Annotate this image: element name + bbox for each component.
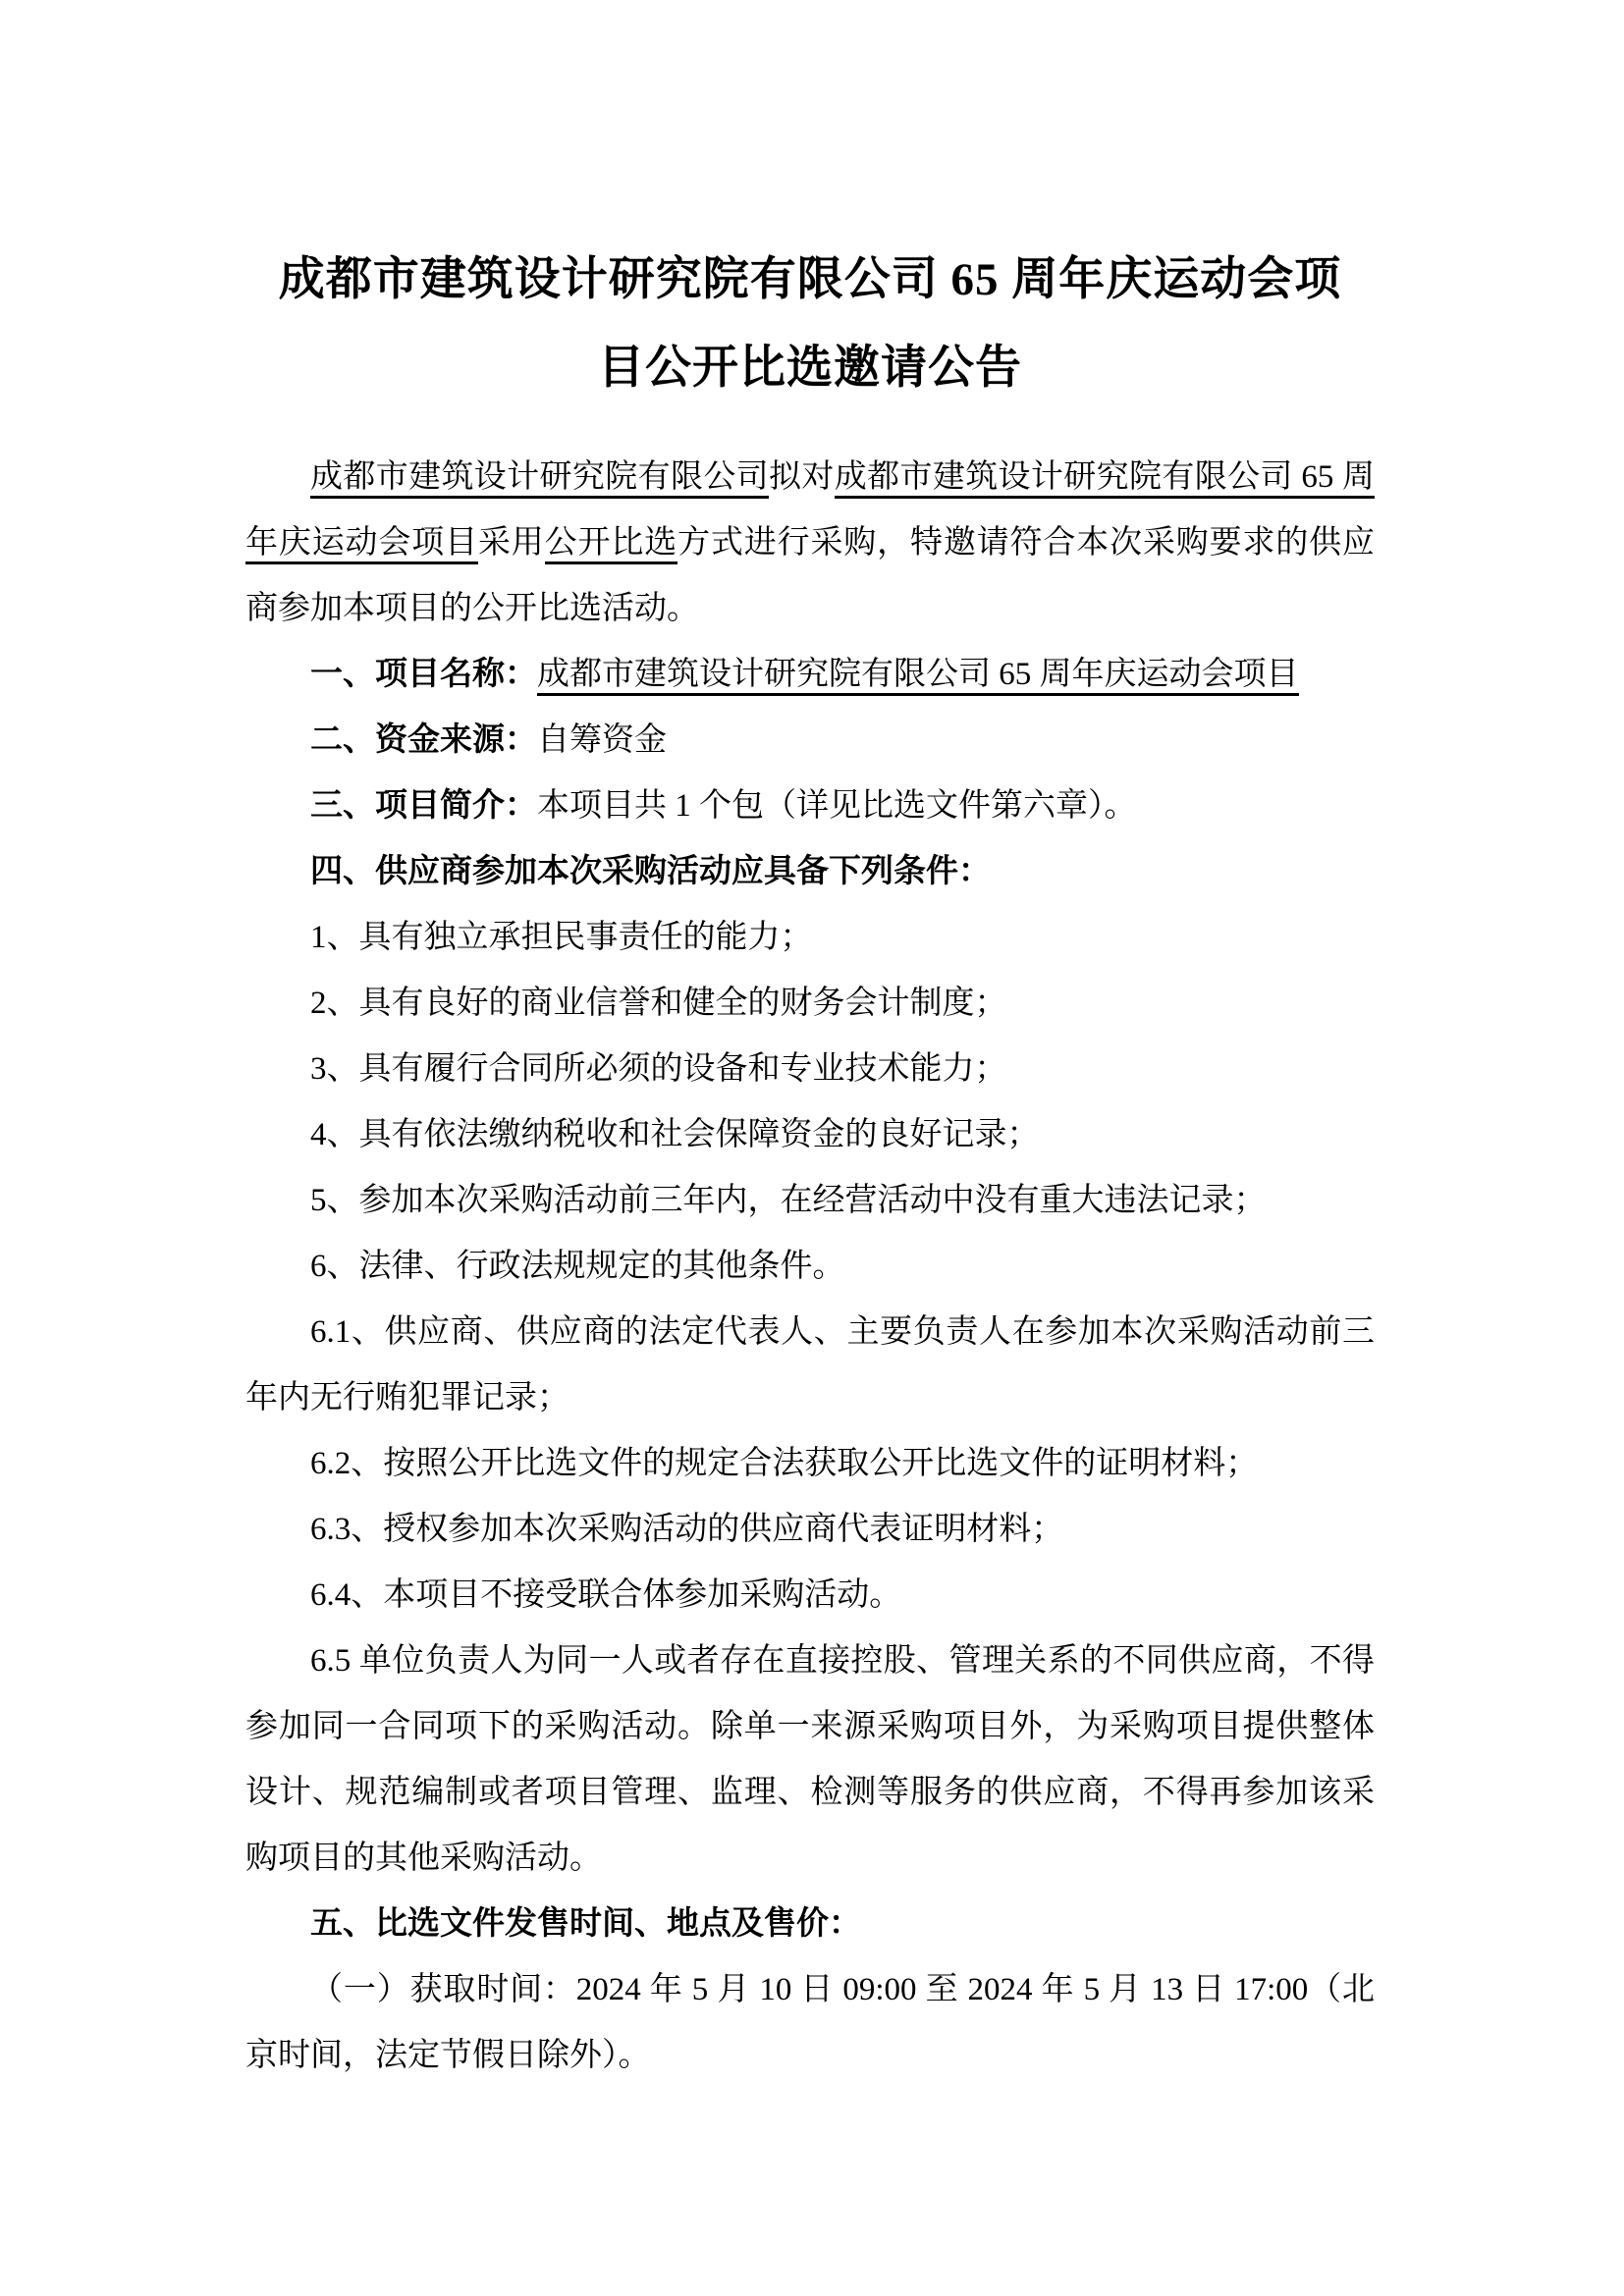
intro-paragraph xyxy=(245,445,1375,642)
document-title-line-1: 成都市建筑设计研究院有限公司 65 周年庆运动会项 xyxy=(278,254,1342,305)
condition-item-6: 6、法律、行政法规规定的其他条件。 xyxy=(310,1249,845,1284)
section-supplier-conditions-heading: 四、供应商参加本次采购活动应具备下列条件： xyxy=(310,854,991,889)
section-sale-info-heading: 五、比选文件发售时间、地点及售价： xyxy=(310,1906,861,1942)
intro-project-name: 成都市建筑设计研究院有限公司 65 周年庆运动会项目 xyxy=(245,459,1375,564)
intro-tail-text: 方式进行采购，特邀请符合本次采购要求的供应商参加本项目的公开比选活动。 xyxy=(245,525,1376,626)
document-title-line-2: 目公开比选邀请公告 xyxy=(598,343,1022,394)
condition-item-5: 5、参加本次采购活动前三年内，在经营活动中没有重大违法记录； xyxy=(310,1183,1267,1218)
condition-item-6-5: 6.5 单位负责人为同一人或者存在直接控股、管理关系的不同供应商，不得参加同一合同项下的采购活动。除单一来源采购项目外，为采购项目提供整体设计、规范编制或者项目管理、监理、检测等服务的供应商，不得再参加该采购项目的其他采购活动。 xyxy=(245,1643,1375,1876)
condition-item-3: 3、具有履行合同所必须的设备和专业技术能力； xyxy=(310,1051,1007,1087)
intro-connector-1: 拟对 xyxy=(769,459,835,495)
condition-item-1: 1、具有独立承担民事责任的能力； xyxy=(310,920,813,955)
section-project-name-label: 一、项目名称： xyxy=(310,657,537,692)
section-funding-source-label: 二、资金来源： xyxy=(310,722,537,758)
condition-item-4: 4、具有依法缴纳税收和社会保障资金的良好记录； xyxy=(310,1117,1040,1152)
section-project-overview-value: 本项目共 1 个包（详见比选文件第六章）。 xyxy=(537,788,1137,824)
section-funding-source xyxy=(245,708,1375,774)
condition-item-6-1: 6.1、供应商、供应商的法定代表人、主要负责人在参加本次采购活动前三年内无行贿犯罪记录； xyxy=(245,1314,1375,1415)
section-project-overview-label: 三、项目简介： xyxy=(310,788,537,824)
condition-item-6-4: 6.4、本项目不接受联合体参加采购活动。 xyxy=(310,1577,902,1613)
intro-method-name: 公开比选 xyxy=(545,525,677,564)
section-project-overview xyxy=(245,774,1375,839)
section-project-name xyxy=(245,642,1375,708)
intro-purchaser-name: 成都市建筑设计研究院有限公司 xyxy=(310,459,769,499)
sale-time-paragraph: （一）获取时间：2024 年 5 月 10 日 09:00 至 2024 年 5 月 13 日 17:00（北京时间，法定节假日除外）。 xyxy=(245,1972,1375,2073)
intro-connector-2: 采用 xyxy=(477,525,545,561)
section-funding-source-value: 自筹资金 xyxy=(537,722,667,758)
condition-item-2: 2、具有良好的商业信誉和健全的财务会计制度； xyxy=(310,986,1007,1021)
condition-item-6-2: 6.2、按照公开比选文件的规定合法获取公开比选文件的证明材料； xyxy=(310,1446,1259,1481)
section-project-name-value: 成都市建筑设计研究院有限公司 65 周年庆运动会项目 xyxy=(537,657,1299,696)
document-title xyxy=(245,236,1375,412)
document-body xyxy=(245,445,1375,2089)
condition-item-6-3: 6.3、授权参加本次采购活动的供应商代表证明材料； xyxy=(310,1512,1064,1547)
